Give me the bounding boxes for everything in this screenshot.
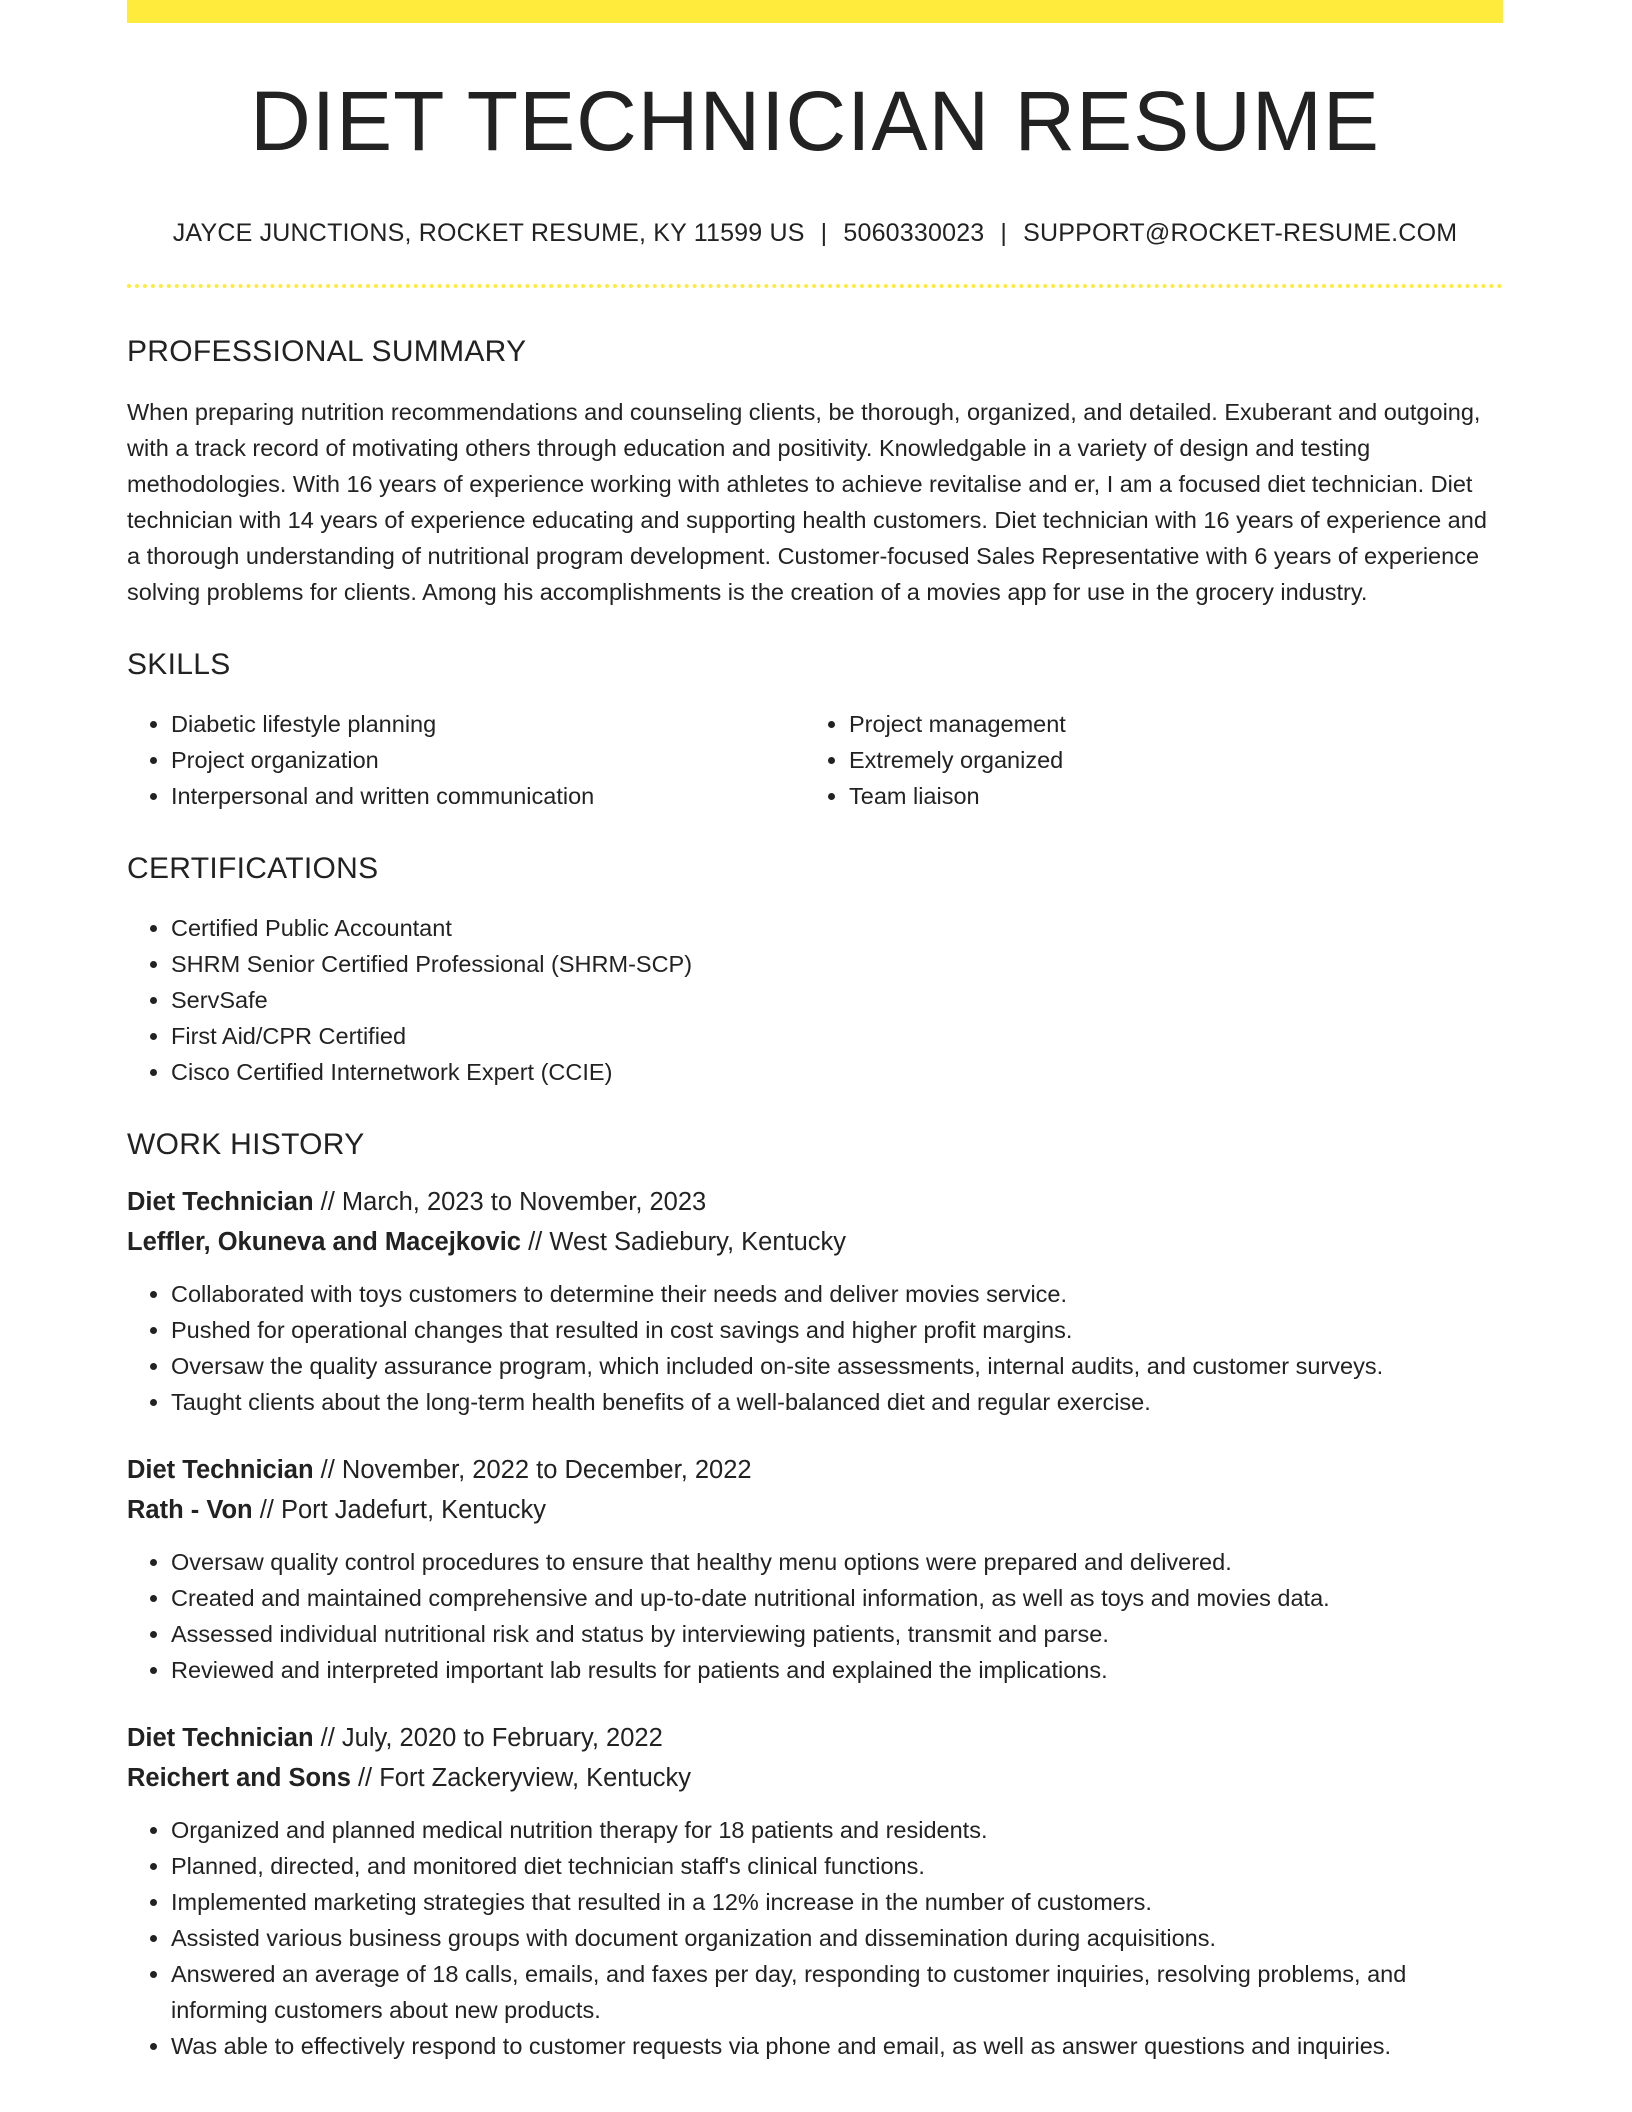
job-title-line <box>127 1450 1503 1490</box>
contact-separator: | <box>1000 219 1008 247</box>
job-title: Diet Technician <box>127 1724 314 1752</box>
job-company-line <box>127 1758 1503 1798</box>
job-bullet: • Organized and planned medical nutrition therapy for 18 patients and residents. <box>171 1812 1503 1848</box>
job-title: Diet Technician <box>127 1188 314 1216</box>
job-bullet: • Reviewed and interpreted important lab results for patients and explained the implications. <box>171 1652 1503 1688</box>
job-location: West Sadiebury, Kentucky <box>549 1228 847 1256</box>
section-heading: PROFESSIONAL SUMMARY <box>127 335 527 368</box>
delimiter: // <box>521 1228 550 1256</box>
contact-address: JAYCE JUNCTIONS, ROCKET RESUME, KY 11599 US <box>172 219 805 247</box>
job-bullet: • Planned, directed, and monitored diet technician staff's clinical functions. <box>171 1848 1503 1884</box>
job-bullet: • Collaborated with toys customers to determine their needs and deliver movies service. <box>171 1276 1503 1312</box>
delimiter: // <box>252 1496 281 1524</box>
certification-item: • Certified Public Accountant <box>171 910 1503 946</box>
job-title-line <box>127 1182 1503 1222</box>
skills-grid <box>127 706 1503 814</box>
certification-item: • Cisco Certified Internetwork Expert (CCIE) <box>171 1054 1503 1090</box>
contact-separator: | <box>820 219 828 247</box>
resume-title: DIET TECHNICIAN RESUME <box>250 74 1380 168</box>
dotted-divider <box>127 284 1503 288</box>
job-bullet: • Created and maintained comprehensive and up-to-date nutritional information, as well as toys and movies data. <box>171 1580 1503 1616</box>
job-entry <box>127 1450 1503 1688</box>
skill-item: • Interpersonal and written communication <box>171 778 805 814</box>
job-company-line <box>127 1222 1503 1262</box>
job-dates: July, 2020 to February, 2022 <box>341 1724 663 1752</box>
job-entry <box>127 1182 1503 1420</box>
skill-item: • Project organization <box>171 742 805 778</box>
job-bullet: • Implemented marketing strategies that resulted in a 12% increase in the number of customers. <box>171 1884 1503 1920</box>
job-bullet: • Oversaw the quality assurance program, which included on-site assessments, internal audits, and customer surveys. <box>171 1348 1503 1384</box>
certification-item: • SHRM Senior Certified Professional (SHRM-SCP) <box>171 946 1503 982</box>
job-bullet: • Pushed for operational changes that resulted in cost savings and higher profit margins. <box>171 1312 1503 1348</box>
job-entry <box>127 1718 1503 2064</box>
section-heading: CERTIFICATIONS <box>127 852 379 885</box>
delimiter: // <box>350 1764 380 1792</box>
job-location: Fort Zackeryview, Kentucky <box>379 1764 691 1792</box>
delimiter: // <box>313 1456 342 1484</box>
accent-top-bar <box>127 0 1503 23</box>
job-bullet: • Assisted various business groups with document organization and dissemination during acquisitions. <box>171 1920 1503 1956</box>
work-history-section <box>127 1128 1503 2064</box>
delimiter: // <box>313 1188 342 1216</box>
job-company: Leffler, Okuneva and Macejkovic <box>127 1228 521 1256</box>
job-dates: March, 2023 to November, 2023 <box>341 1188 707 1216</box>
professional-summary-section <box>127 335 1503 610</box>
job-title: Diet Technician <box>127 1456 314 1484</box>
delimiter: // <box>313 1724 342 1752</box>
job-company: Rath - Von <box>127 1496 253 1524</box>
job-bullet: • Oversaw quality control procedures to ensure that healthy menu options were prepared and delivered. <box>171 1544 1503 1580</box>
contact-email[interactable]: SUPPORT@ROCKET-RESUME.COM <box>1023 219 1458 247</box>
job-bullet: • Taught clients about the long-term health benefits of a well-balanced diet and regular exercise. <box>171 1384 1503 1420</box>
job-bullet: • Was able to effectively respond to customer requests via phone and email, as well as answer questions and inquiries. <box>171 2028 1503 2064</box>
skills-section <box>127 648 1503 814</box>
job-location: Port Jadefurt, Kentucky <box>280 1496 547 1524</box>
job-company: Reichert and Sons <box>127 1764 351 1792</box>
skill-item: • Team liaison <box>849 778 1483 814</box>
certifications-section <box>127 852 1503 1090</box>
skill-item: • Extremely organized <box>849 742 1483 778</box>
skills-column-right <box>805 706 1483 814</box>
contact-line <box>127 219 1503 248</box>
job-bullet: • Answered an average of 18 calls, emails, and faxes per day, responding to customer inquiries, resolving problems, and informing customers about new products. <box>171 1956 1503 2028</box>
section-heading: SKILLS <box>127 648 231 681</box>
resume-page <box>127 0 1503 2064</box>
certification-item: • ServSafe <box>171 982 1503 1018</box>
job-company-line <box>127 1490 1503 1530</box>
summary-text: When preparing nutrition recommendations and counseling clients, be thorough, organized, and detailed. Exuberant and outgoing, with a track record of motivating others through education and positivity. Knowledgable in a variety of design and testing methodologies. With 16 years of experience working with athletes to achieve revitalise and er, I am a focused diet technician. Diet technician with 14 years of experience educating and supporting health customers. Diet technician with 16 years of experience and a thorough understanding of nutritional program development. Customer-focused Sales Representative with 6 years of experience solving problems for clients. Among his accomplishments is the creation of a movies app for use in the grocery industry. <box>127 399 1487 605</box>
skill-item: • Diabetic lifestyle planning <box>171 706 805 742</box>
section-heading: WORK HISTORY <box>127 1128 365 1161</box>
skill-item: • Project management <box>849 706 1483 742</box>
job-bullet: • Assessed individual nutritional risk and status by interviewing patients, transmit and parse. <box>171 1616 1503 1652</box>
certification-item: • First Aid/CPR Certified <box>171 1018 1503 1054</box>
contact-phone[interactable]: 5060330023 <box>843 219 985 247</box>
job-title-line <box>127 1718 1503 1758</box>
skills-column-left <box>127 706 805 814</box>
job-dates: November, 2022 to December, 2022 <box>341 1456 752 1484</box>
